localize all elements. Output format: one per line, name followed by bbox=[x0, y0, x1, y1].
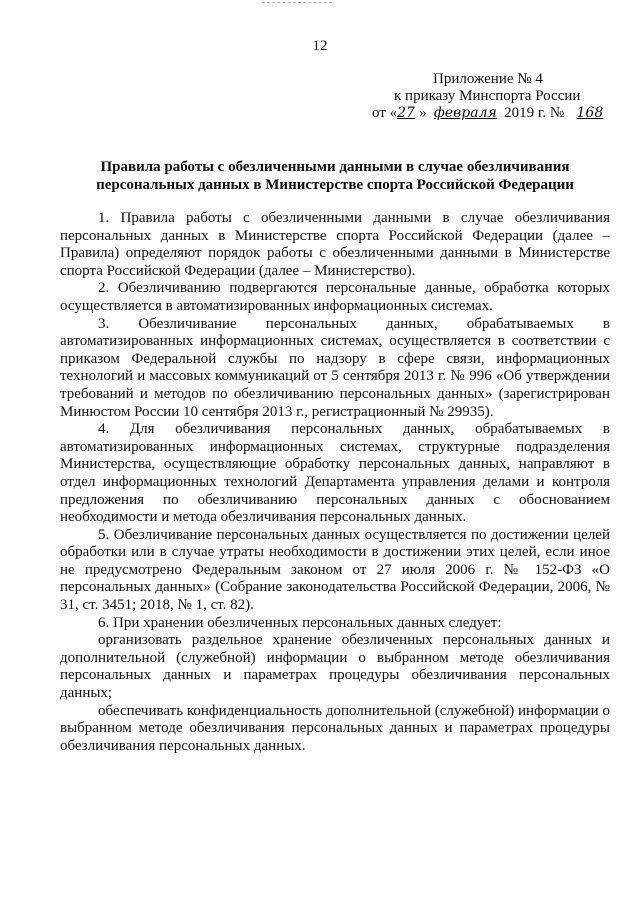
document-title-line-1: Правила работы с обезличенными данными в случае обезличивания bbox=[100, 159, 570, 175]
appendix-order-reference: к приказу Минспорта России bbox=[394, 88, 581, 104]
paragraph-2: 2. Обезличиванию подвергаются персональные данные, обработка которых осуществляется в автоматизированных информационных системах. bbox=[60, 280, 610, 314]
scan-mark bbox=[262, 2, 332, 6]
handwritten-order-number: 168 bbox=[576, 105, 604, 121]
document-title-line-2: персональных данных в Министерстве спорта Российской Федерации bbox=[96, 177, 574, 193]
page-number: 12 bbox=[312, 38, 328, 54]
appendix-header bbox=[360, 71, 610, 122]
paragraph-4: 4. Для обезличивания персональных данных, обрабатываемых в автоматизированных информационных системах, структурные подразделения Министерства, осуществляющие обработку персональных данных, направляют в отдел информационных технологий Департамента управления делами и контроля предложения по обезличиванию персональных данных с обоснованием необходимости и метода обезличивания персональных данных. bbox=[60, 421, 610, 526]
date-quote-close: » bbox=[419, 105, 427, 121]
paragraph-1: 1. Правила работы с обезличенными данными в случае обезличивания персональных данных в Министерстве спорта Российской Федерации (далее – Правила) определяют порядок работы с обезличенными данными в Министерстве спорта Российской Федерации (далее – Министерство). bbox=[60, 210, 610, 279]
appendix-order-date-line bbox=[360, 105, 610, 122]
document-body bbox=[60, 210, 610, 755]
paragraph-6-item-1: организовать раздельное хранение обезличенных персональных данных и дополнительной (служебной) информации о выбранном методе обезличивания персональных данных и параметрах процедуры обезличивания персональных данных; bbox=[60, 632, 610, 702]
handwritten-month: февраля bbox=[433, 105, 497, 121]
document-title bbox=[60, 158, 610, 194]
paragraph-6: 6. При хранении обезличенных персональных данных следует: bbox=[98, 614, 502, 631]
date-prefix: от « bbox=[372, 105, 398, 121]
paragraph-3: 3. Обезличивание персональных данных, обрабатываемых в автоматизированных информационных системах, осуществляется в соответствии с приказом Федеральной службы по надзору в сфере связи, информационных технологий и массовых коммуникаций от 5 сентября 2013 г. № 996 «Об утверждении требований и методов по обезличиванию персональных данных» (зарегистрирован Минюстом России 10 сентября 2013 г., регистрационный № 29935). bbox=[60, 315, 610, 420]
date-year: 2019 г. № bbox=[504, 105, 565, 121]
paragraph-5: 5. Обезличивание персональных данных осуществляется по достижении целей обработки или в случае утраты необходимости в достижении этих целей, если иное не предусмотрено Федеральным законом от 27 июля 2006 г. № 152-ФЗ «О персональных данных» (Собрание законодательства Российской Федерации, 2006, № 31, ст. 3451; 2018, № 1, ст. 82). bbox=[60, 526, 610, 614]
handwritten-day: 27 bbox=[397, 105, 415, 121]
appendix-title: Приложение № 4 bbox=[433, 71, 543, 87]
paragraph-6-item-2: обеспечивать конфиденциальность дополнительной (служебной) информации о выбранном методе обезличивания персональных данных и параметрах процедуры обезличивания персональных данных. bbox=[60, 702, 610, 754]
